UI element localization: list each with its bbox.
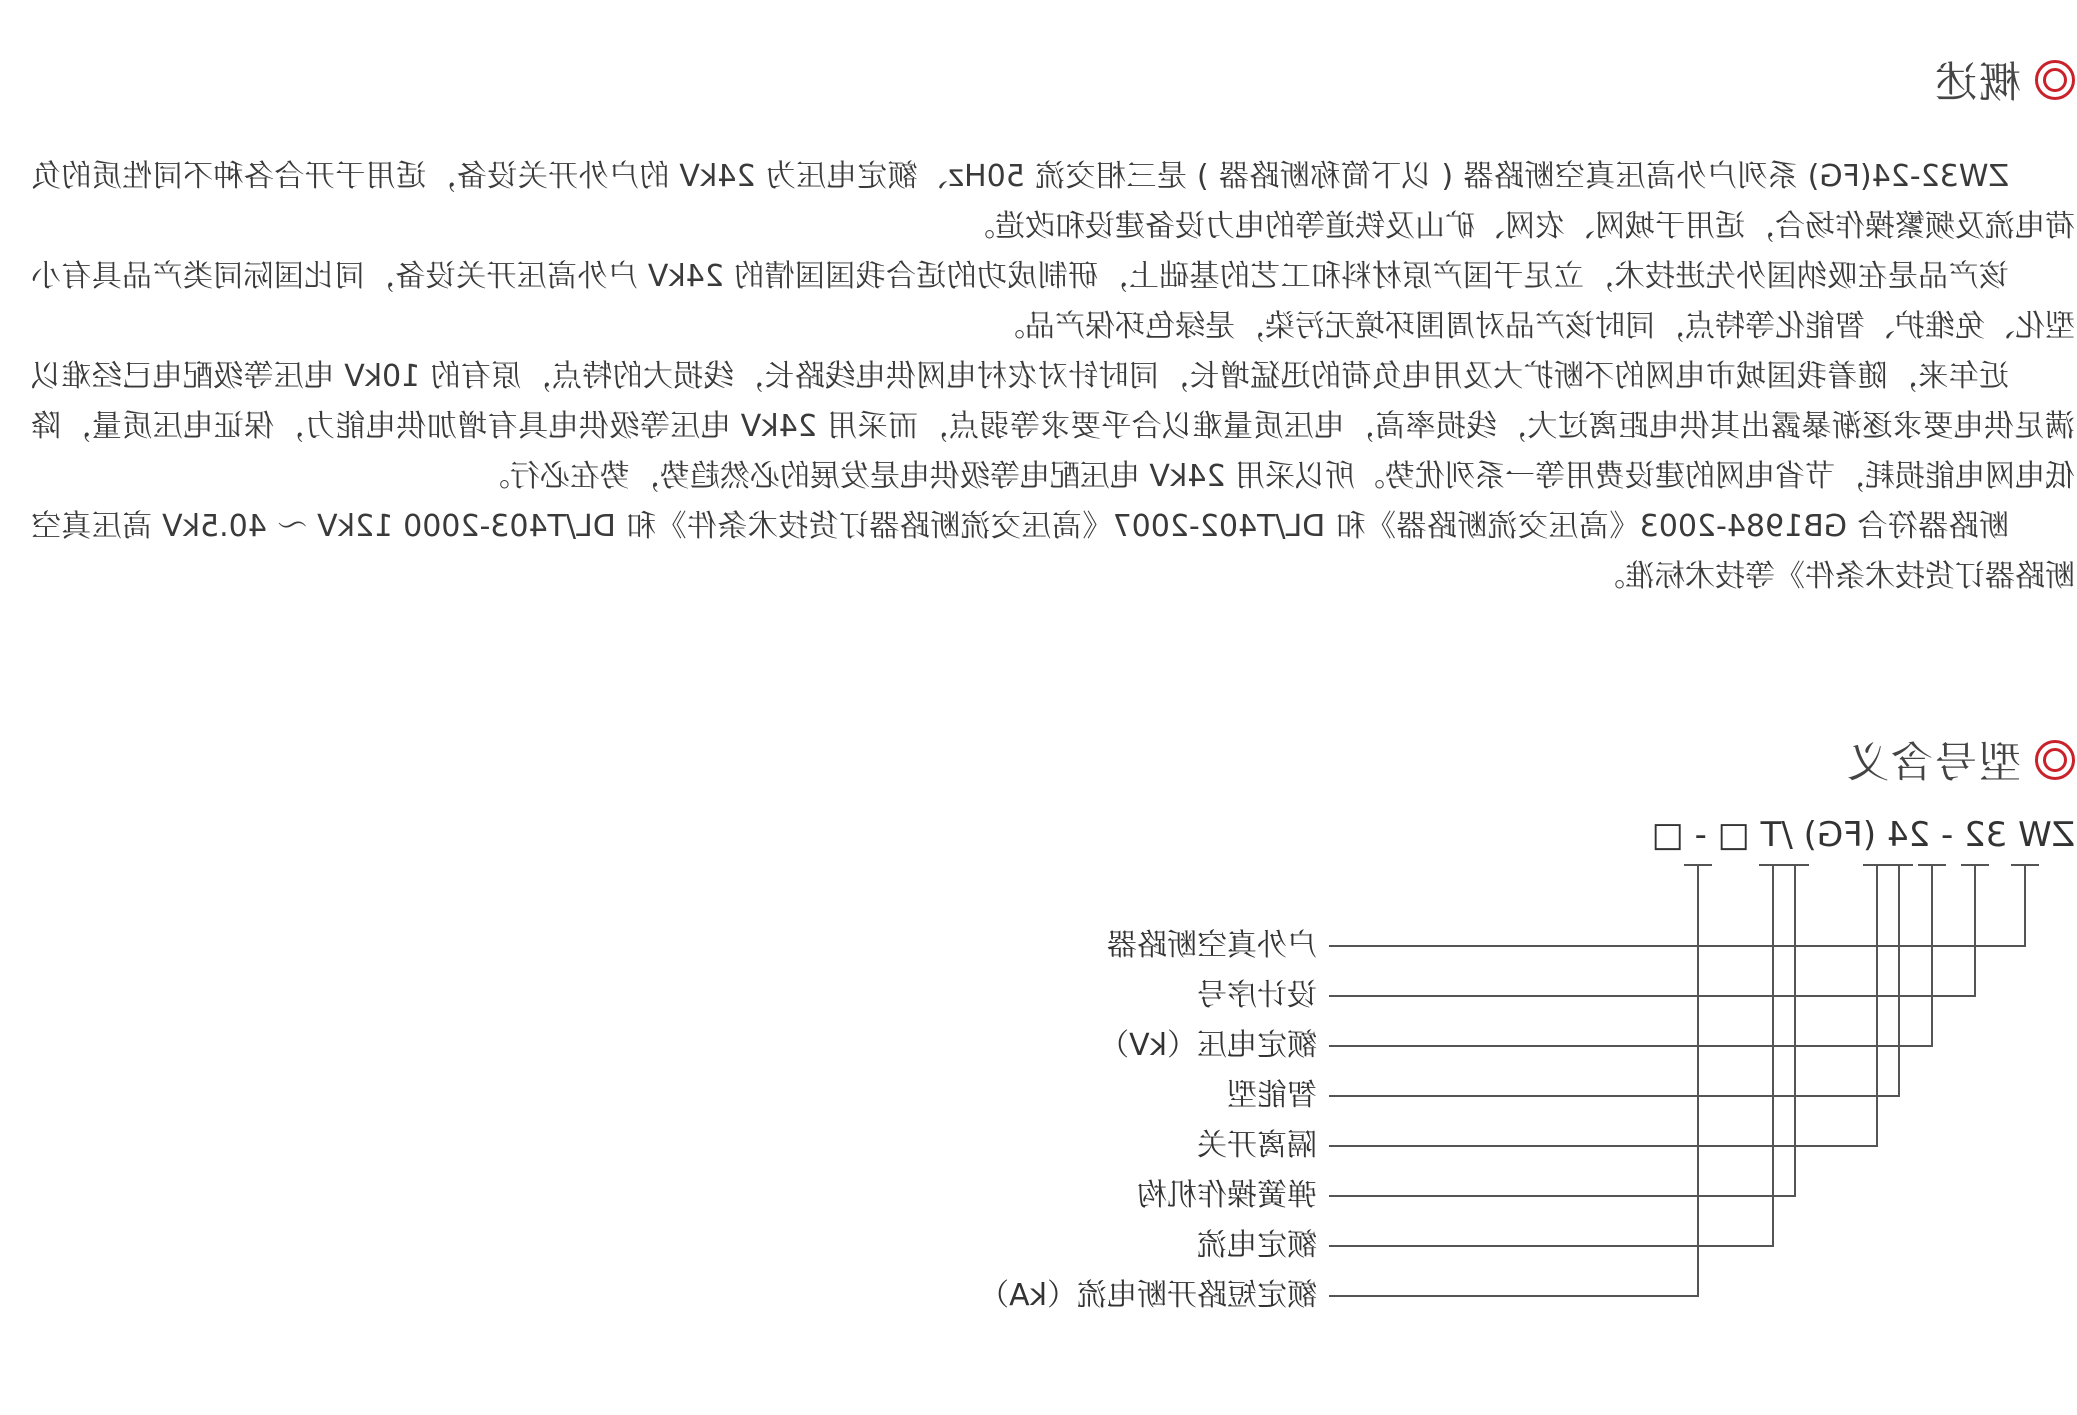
overview-body xyxy=(31,152,2075,602)
leader-line xyxy=(1329,865,1773,1246)
leader-line xyxy=(1329,865,2025,946)
label-isolating-switch: 隔离开关 xyxy=(1197,1128,1317,1163)
leader-line xyxy=(1329,865,1698,1296)
overview-title: 概述 xyxy=(1932,58,2021,107)
overview-section-header xyxy=(1933,50,2075,110)
label-rated-voltage: 额定电压（kV） xyxy=(1099,1028,1317,1063)
leader-line xyxy=(1329,865,1877,1146)
target-circle-icon xyxy=(2035,60,2075,100)
leader-line xyxy=(1329,865,1932,1046)
overview-paragraph: ZW32-24(FG) 系列户外高压真空断路器 ( 以下简称断路器 ) 是三相交流 50Hz、额定电压为 24kV 的户外开关设备，适用于开合各种不同性质的负荷电流及频繁操作场合，适用于城网、农网、矿山及铁道等的电力设备建设和改造。 xyxy=(31,159,2075,244)
label-rated-current: 额定电流 xyxy=(1197,1228,1317,1263)
label-outdoor-vacuum-breaker: 户外真空断路器 xyxy=(1107,928,1317,963)
model-title: 型号含义 xyxy=(1844,738,2021,787)
leader-line xyxy=(1329,865,1795,1196)
label-spring-mechanism: 弹簧操作机构 xyxy=(1137,1178,1317,1213)
label-short-circuit-current: 额定短路开断电流（kA） xyxy=(979,1278,1317,1313)
model-code: ZW 32 - 24 (FG) /T □ - □ xyxy=(1651,815,2075,855)
label-design-serial: 设计序号 xyxy=(1197,978,1317,1013)
overview-paragraph: 断路器符合 GB1984-2003《高压交流断路器》和 DL/T402-2007《高压交流断路器订货技术条件》和 DL/T403-2000 12kV ～ 40.5kV 高压真空断路器订货技术条件》等技术标准。 xyxy=(31,509,2075,594)
leader-line xyxy=(1329,865,1899,1096)
label-intelligent-type: 智能型 xyxy=(1227,1078,1317,1113)
overview-paragraph: 近年来，随着我国城市电网的不断扩大及用电负荷的迅猛增长，同时针对农村电网供电线路长，线损大的特点，原有的 10kV 电压等级配电已经难以满足供电要求逐渐暴露出其供电距离过大，线损率高，电压质量难以合乎要求等弱点，而采用 24kV 电压等级供电具有增加供电能力，保证电压质量，降低电网电能损耗，节省电网的建设费用等一系列优势。所以采用 24kV 电压配电等级供电是发展的必然趋势，势在必行。 xyxy=(31,359,2075,494)
overview-paragraph: 该产品是在吸纳国外先进技术，立足于国产原材料和工艺的基础上，研制成功的适合我国国情的 24kV 户外高压开关设备，同比国际同类产品具有小型化、免维护、智能化等特点，同时该产品对周围环境无污染，是绿色环保产品。 xyxy=(31,259,2075,344)
target-circle-icon xyxy=(2035,740,2075,780)
leader-line xyxy=(1329,865,1975,996)
model-section-header xyxy=(1845,730,2075,790)
